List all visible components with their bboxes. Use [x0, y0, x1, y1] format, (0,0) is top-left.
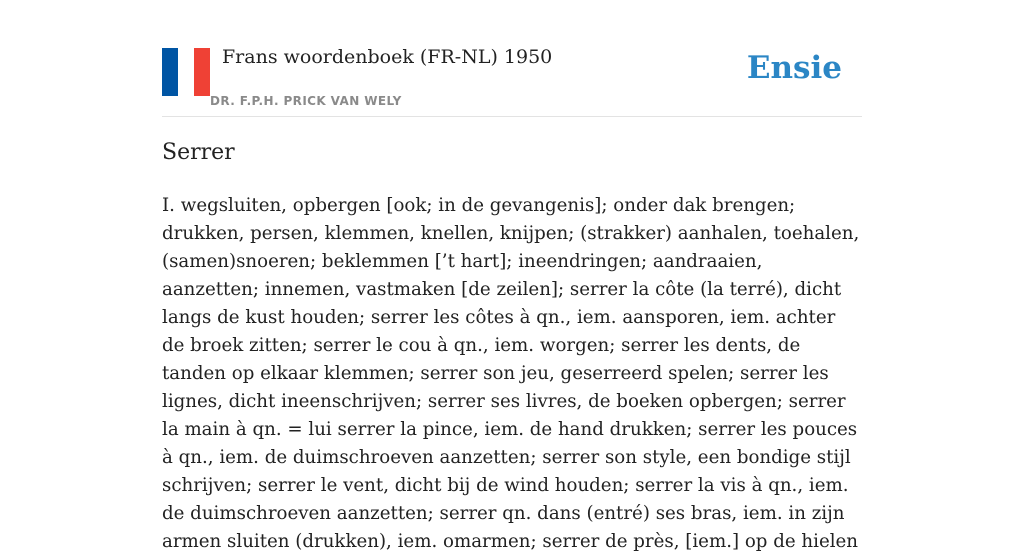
- flag-stripe-white: [178, 48, 194, 96]
- entry-headword: Serrer: [162, 140, 235, 165]
- header: [162, 40, 862, 117]
- france-flag-icon: [162, 48, 210, 96]
- dictionary-author: DR. F.P.H. PRICK VAN WELY: [210, 94, 402, 108]
- dictionary-title[interactable]: Frans woordenboek (FR-NL) 1950: [222, 46, 553, 68]
- entry-definition: I. wegsluiten, opbergen [ook; in de gevangenis]; onder dak brengen; drukken, persen, klemmen, knellen, knijpen; (strakker) aanhalen, toehalen, (samen)snoeren; beklemmen [’t hart]; ineendringen; aandraaien, aanzetten; innemen, vastmaken [de zeilen]; serrer la côte (la terré), dicht langs de kust houden; serrer les côtes à qn., iem. aansporen, iem. achter de broek zitten; serrer le cou à qn., iem. worgen; serrer les dents, de tanden op elkaar klemmen; serrer son jeu, geserreerd spelen; serrer les lignes, dicht ineenschrijven; serrer ses livres, de boeken opbergen; serrer la main à qn. = lui serrer la pince, iem. de hand drukken; serrer les pouces à qn., iem. de duimschroeven aanzetten; serrer son style, een bondige stijl schrijven; serrer le vent, dicht bij de wind houden; serrer la vis à qn., iem. de duimschroeven aanzetten; serrer qn. dans (entré) ses bras, iem. in zijn armen sluiten (drukken), iem. omarmen; serrer de près, [iem.] op de hielen: [162, 195, 860, 552]
- flag-stripe-red: [194, 48, 210, 96]
- ensie-logo[interactable]: Ensie: [746, 50, 842, 86]
- flag-stripe-blue: [162, 48, 178, 96]
